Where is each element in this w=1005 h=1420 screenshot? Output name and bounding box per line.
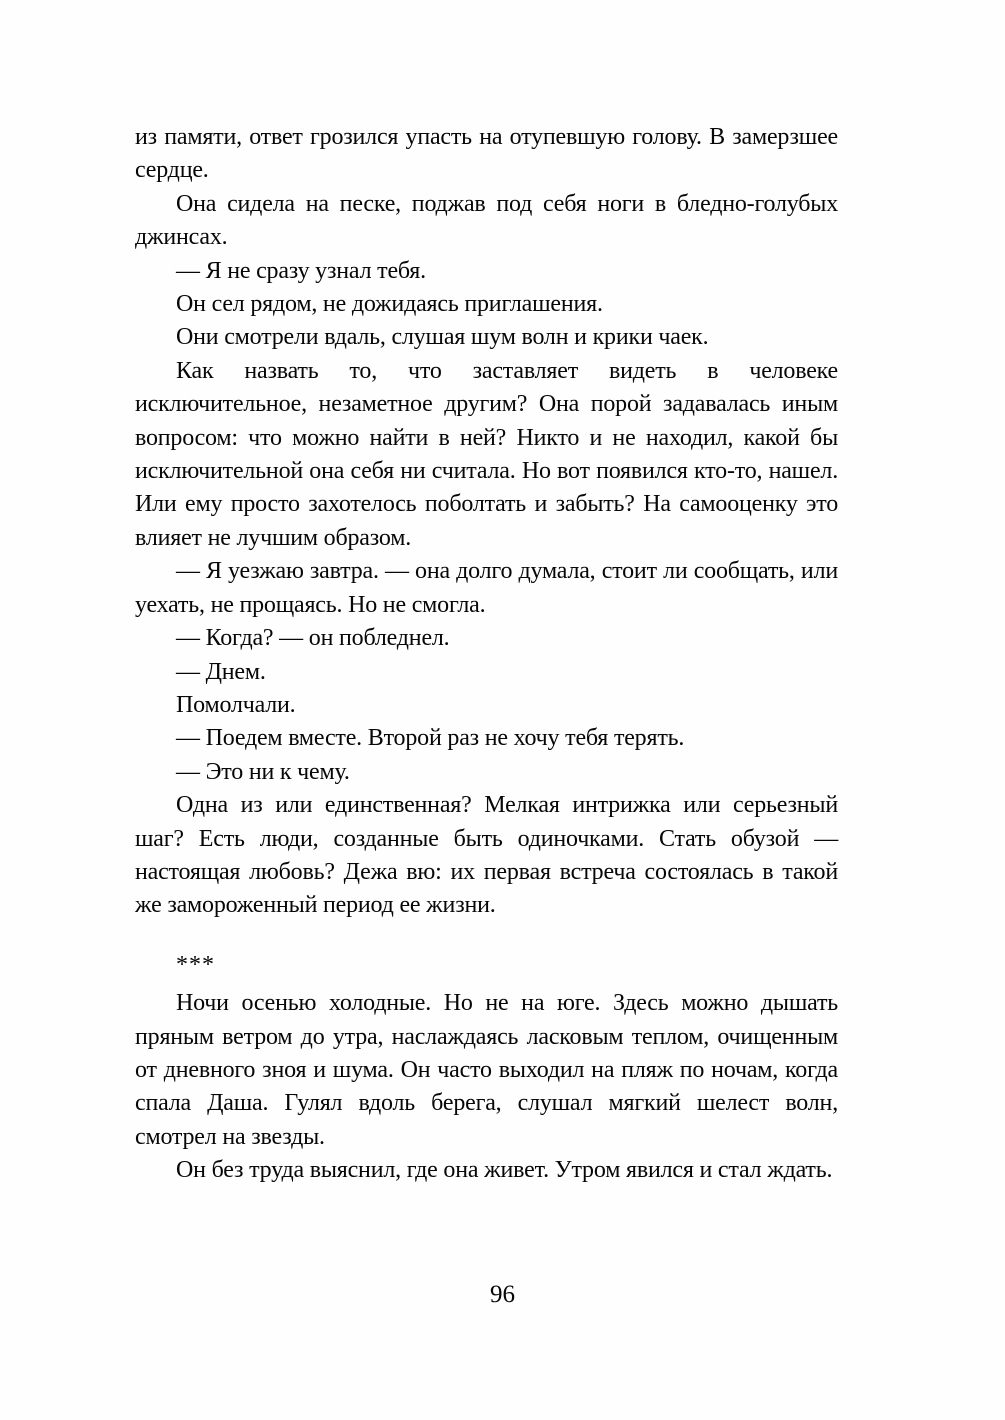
section-separator: *** <box>176 951 215 978</box>
paragraph: Помолчали. <box>176 691 296 718</box>
paragraph: Как назвать то, что заставляет видеть в человеке исключительное, незаметное другим? Она порой задавалась иным вопросом: что можно найти в ней? Никто и не находил, какой бы исключительной она себя ни считала. Но вот появился кто-то, нашел. Или ему просто захотелось поболтать и забыть? На самооценку это влияет не лучшим образом. <box>135 357 838 551</box>
paragraph: Одна из или единственная? Мелкая интрижка или серьезный шаг? Есть люди, созданные быть одиночками. Стать обузой — настоящая любовь? Дежа вю: их первая встреча состоялась в такой же замороженный период ее жизни. <box>135 792 838 919</box>
dialog-line: — Я уезжаю завтра. — она долго думала, стоит ли сообщать, или уехать, не прощаясь. Но не смогла. <box>135 558 838 618</box>
paragraph: Она сидела на песке, поджав под себя ноги в бледно-голубых джинсах. <box>135 190 838 251</box>
dialog-line: — Это ни к чему. <box>176 758 350 785</box>
dialog-line: — Поедем вместе. Второй раз не хочу тебя терять. <box>176 725 685 752</box>
paragraph-continuation: из памяти, ответ грозился упасть на отупевшую голову. В замерзшее сердце. <box>135 124 838 184</box>
paragraph: Ночи осенью холодные. Но не на юге. Здесь можно дышать пряным ветром до утра, наслаждаясь ласковым теплом, очищенным от дневного зноя и шума. Он часто выходил на пляж по ночам, когда спала Даша. Гулял вдоль берега, слушал мягкий шелест волн, смотрел на звезды. <box>135 990 838 1150</box>
dialog-line: — Днем. <box>176 658 266 685</box>
dialog-line: — Когда? — он побледнел. <box>176 625 450 652</box>
paragraph: Он сел рядом, не дожидаясь приглашения. <box>176 291 603 318</box>
page-number: 96 <box>490 1281 515 1308</box>
page-text <box>135 121 838 1188</box>
paragraph: Они смотрели вдаль, слушая шум волн и крики чаек. <box>176 324 709 351</box>
dialog-line: — Я не сразу узнал тебя. <box>176 257 426 284</box>
paragraph: Он без труда выяснил, где она живет. Утром явился и стал ждать. <box>176 1157 833 1184</box>
